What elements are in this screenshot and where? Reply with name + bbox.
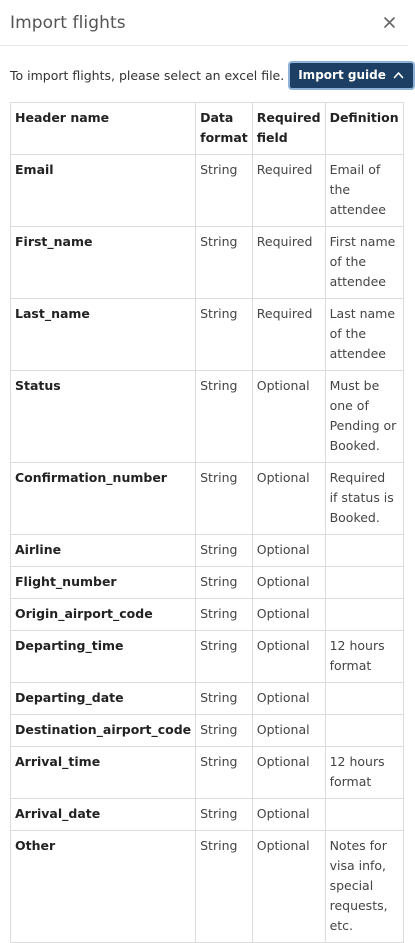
- intro-text: To import flights, please select an excel file.: [10, 67, 285, 83]
- definition-cell: First name of the attendee: [325, 227, 403, 299]
- header-name-cell: Origin_airport_code: [11, 599, 196, 631]
- required-field-cell: Optional: [252, 567, 325, 599]
- header-name-cell: Departing_time: [11, 631, 196, 683]
- required-field-cell: Optional: [252, 463, 325, 535]
- table-row: [11, 371, 404, 463]
- required-field-cell: Optional: [252, 747, 325, 799]
- definition-cell: Notes for visa info, special requests, etc.: [325, 831, 403, 943]
- header-name-cell: Confirmation_number: [11, 463, 196, 535]
- close-icon: [384, 17, 395, 28]
- table-header-row: [11, 103, 404, 155]
- data-format-cell: String: [196, 831, 253, 943]
- header-name-cell: Departing_date: [11, 683, 196, 715]
- definition-cell: 12 hours format: [325, 747, 403, 799]
- table-row: [11, 599, 404, 631]
- definition-cell: [325, 799, 403, 831]
- required-field-cell: Required: [252, 155, 325, 227]
- table-row: [11, 715, 404, 747]
- data-format-cell: String: [196, 715, 253, 747]
- header-name-cell: Arrival_date: [11, 799, 196, 831]
- data-format-column: Data format: [196, 103, 253, 155]
- definition-cell: [325, 535, 403, 567]
- required-field-cell: Optional: [252, 599, 325, 631]
- data-format-cell: String: [196, 371, 253, 463]
- data-format-cell: String: [196, 747, 253, 799]
- import-guide-table: [10, 102, 404, 943]
- definition-cell: 12 hours format: [325, 631, 403, 683]
- header-name-cell: Status: [11, 371, 196, 463]
- required-field-cell: Required: [252, 227, 325, 299]
- definition-cell: [325, 567, 403, 599]
- data-format-cell: String: [196, 631, 253, 683]
- data-format-cell: String: [196, 683, 253, 715]
- header-name-cell: Last_name: [11, 299, 196, 371]
- definition-cell: [325, 599, 403, 631]
- table-body: [11, 155, 404, 943]
- close-button[interactable]: [380, 14, 398, 32]
- chevron-up-icon: [393, 71, 404, 79]
- table-row: [11, 463, 404, 535]
- definition-cell: Email of the attendee: [325, 155, 403, 227]
- definition-cell: Last name of the attendee: [325, 299, 403, 371]
- required-field-cell: Optional: [252, 535, 325, 567]
- definition-cell: Required if status is Booked.: [325, 463, 403, 535]
- required-field-column: Required field: [252, 103, 325, 155]
- header-name-cell: Destination_airport_code: [11, 715, 196, 747]
- header-name-cell: Email: [11, 155, 196, 227]
- intro-row: [10, 60, 398, 90]
- table-row: [11, 155, 404, 227]
- definition-column: Definition: [325, 103, 403, 155]
- data-format-cell: String: [196, 799, 253, 831]
- import-guide-label: Import guide: [298, 68, 386, 82]
- table-row: [11, 299, 404, 371]
- required-field-cell: Optional: [252, 631, 325, 683]
- dialog-header: [0, 0, 408, 46]
- table-row: [11, 683, 404, 715]
- table-row: [11, 831, 404, 943]
- data-format-cell: String: [196, 599, 253, 631]
- header-name-cell: Arrival_time: [11, 747, 196, 799]
- data-format-cell: String: [196, 567, 253, 599]
- header-name-cell: First_name: [11, 227, 196, 299]
- header-name-cell: Other: [11, 831, 196, 943]
- header-name-cell: Flight_number: [11, 567, 196, 599]
- table-row: [11, 799, 404, 831]
- required-field-cell: Optional: [252, 799, 325, 831]
- import-guide-button[interactable]: [288, 61, 415, 90]
- dialog-title: Import flights: [10, 12, 126, 33]
- definition-cell: [325, 683, 403, 715]
- header-name-cell: Airline: [11, 535, 196, 567]
- required-field-cell: Optional: [252, 831, 325, 943]
- data-format-cell: String: [196, 463, 253, 535]
- required-field-cell: Optional: [252, 715, 325, 747]
- definition-cell: Must be one of Pending or Booked.: [325, 371, 403, 463]
- table-row: [11, 227, 404, 299]
- data-format-cell: String: [196, 535, 253, 567]
- data-format-cell: String: [196, 227, 253, 299]
- required-field-cell: Optional: [252, 683, 325, 715]
- header-name-column: Header name: [11, 103, 196, 155]
- table-row: [11, 747, 404, 799]
- required-field-cell: Optional: [252, 371, 325, 463]
- table-row: [11, 631, 404, 683]
- required-field-cell: Required: [252, 299, 325, 371]
- data-format-cell: String: [196, 299, 253, 371]
- table-row: [11, 567, 404, 599]
- data-format-cell: String: [196, 155, 253, 227]
- definition-cell: [325, 715, 403, 747]
- table-row: [11, 535, 404, 567]
